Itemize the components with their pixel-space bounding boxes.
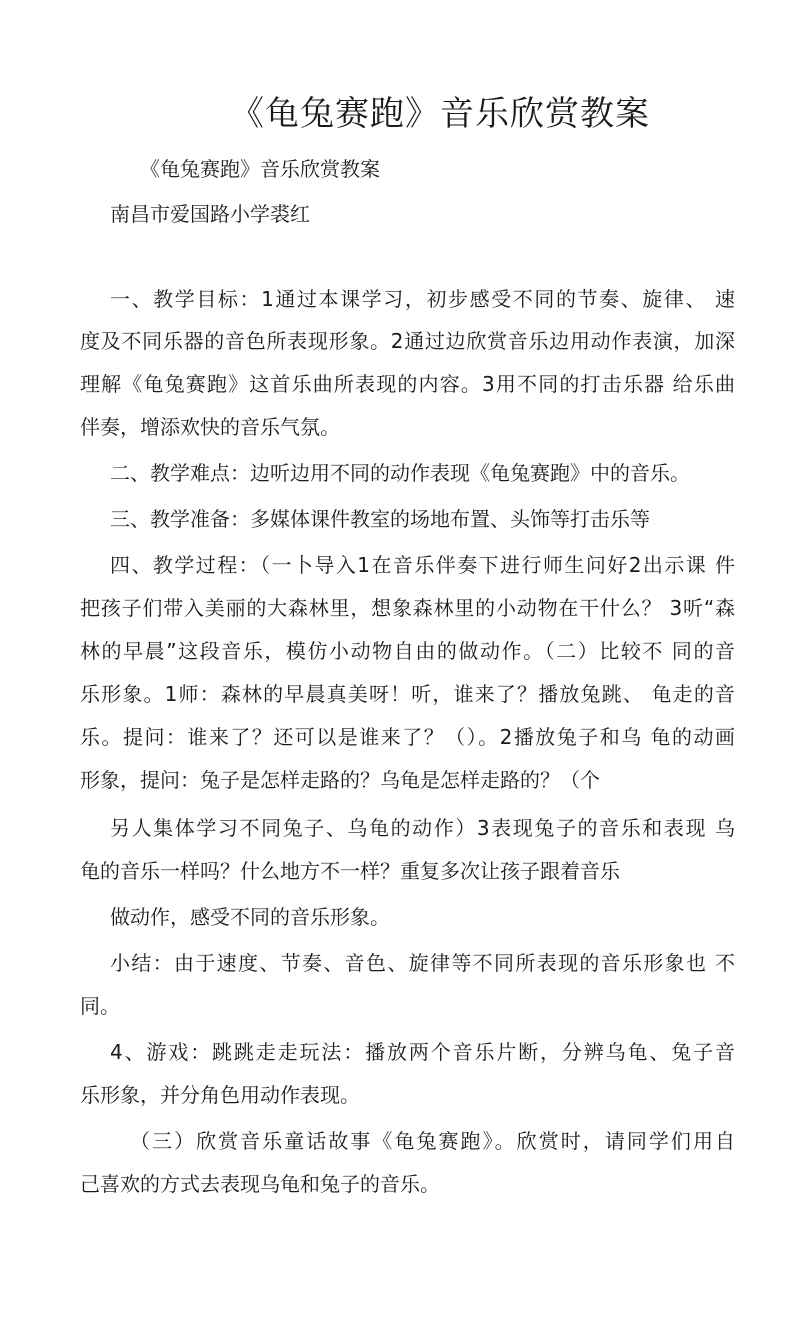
paragraph-line: 把孩子们带入美丽的大森林里，想象森林里的小动物在干什么？ 3听“森 [80,596,735,620]
paragraph-line: 四、教学过程：（一卜导入1在音乐伴奏下进行师生问好2出示课 件 [110,553,735,577]
subtitle: 《龟兔赛跑》音乐欣赏教案 [140,157,380,181]
paragraph-line: 4、游戏：跳跳走走玩法：播放两个音乐片断，分辨乌龟、兔子音 [110,1040,735,1064]
paragraph-line: 三、教学准备：多媒体课件教室的场地布置、头饰等打击乐等 [110,507,650,531]
paragraph-line: 度及不同乐器的音色所表现形象。2通过边欣赏音乐边用动作表演，加深 [80,329,735,353]
paragraph-line: 做动作，感受不同的音乐形象。 [110,905,390,929]
paragraph-line: 己喜欢的方式去表现乌龟和兔子的音乐。 [80,1172,440,1196]
paragraph-line: 伴奏，增添欢快的音乐气氛。 [80,415,340,439]
paragraph-line: 龟的音乐一样吗？什么地方不一样？重复多次让孩子跟着音乐 [80,859,620,883]
paragraph-line: 林的早晨”这段音乐，模仿小动物自由的做动作。（二）比较不 同的音 [80,639,735,663]
paragraph-line: 乐形象，并分角色用动作表现。 [80,1083,360,1107]
paragraph-line: 一、教学目标：1通过本课学习，初步感受不同的节奏、旋律、 速 [110,287,735,311]
paragraph-line: 乐形象。1师：森林的早晨真美呀！听，谁来了？播放兔跳、 龟走的音 [80,682,735,706]
paragraph-line: （三）欣赏音乐童话故事《龟兔赛跑》。欣赏时，请同学们用自 [130,1129,735,1153]
paragraph-line: 理解《龟兔赛跑》这首乐曲所表现的内容。3用不同的打击乐器 给乐曲 [80,372,735,396]
document-title: 《龟兔赛跑》音乐欣赏教案 [230,94,650,134]
paragraph-line: 同。 [80,994,120,1018]
author-line: 南昌市爱国路小学裘红 [110,202,310,226]
paragraph-line: 二、教学难点：边听边用不同的动作表现《龟兔赛跑》中的音乐。 [110,461,690,485]
paragraph-line: 乐。提问：谁来了？还可以是谁来了？（）。2播放兔子和乌 龟的动画 [80,725,735,749]
paragraph-line: 形象，提问：兔子是怎样走路的？乌龟是怎样走路的？（个 [80,768,600,792]
paragraph-line: 小结：由于速度、节奏、音色、旋律等不同所表现的音乐形象也 不 [110,951,735,975]
paragraph-line: 另人集体学习不同兔子、乌龟的动作）3表现兔子的音乐和表现 乌 [110,816,735,840]
